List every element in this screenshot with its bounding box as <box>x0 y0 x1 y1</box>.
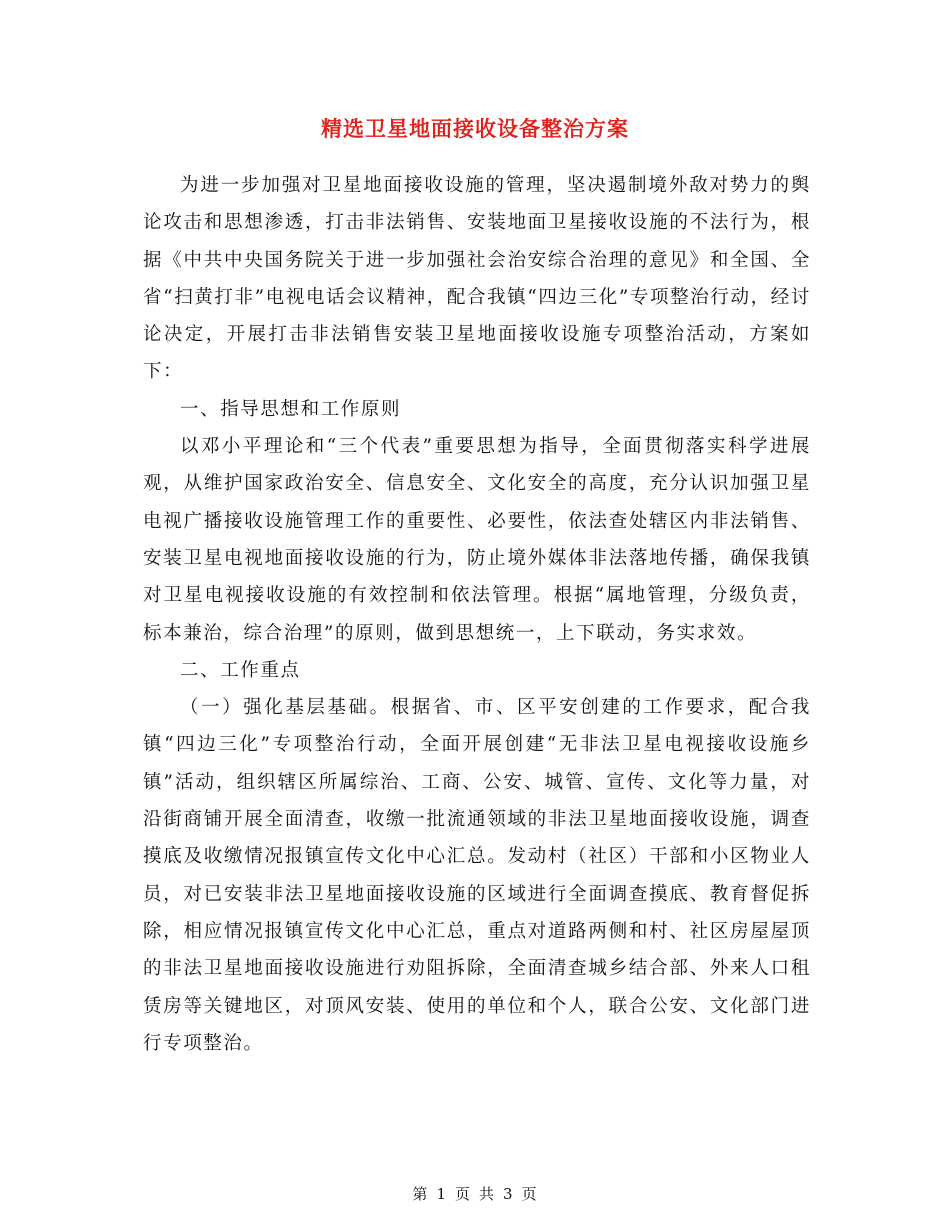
section-heading-guiding-principles: 一、指导思想和工作原则 <box>180 398 402 420</box>
section-heading-work-focus: 二、工作重点 <box>180 659 301 681</box>
footer-suffix: 页 <box>521 1185 538 1203</box>
footer-total-word: 共 <box>479 1185 496 1203</box>
document-body <box>143 167 811 1062</box>
footer-prefix: 第 <box>412 1185 429 1203</box>
footer-page-unit: 页 <box>454 1185 471 1203</box>
paragraph-guiding-principles: 以邓小平理论和“三个代表”重要思想为指导，全面贯彻落实科学进展观，从维护国家政治安全、信息安全、文化安全的高度，充分认识加强卫星电视广播接收设施管理工作的重要性、必要性，依法查处辖区内非法销售、安装卫星电视地面接收设施的行为，防止境外媒体非法落地传播，确保我镇对卫星电视接收设施的有效控制和依法管理。根据“属地管理，分级负责，标本兼治，综合治理”的原则，做到思想统一，上下联动，务实求效。 <box>143 436 811 644</box>
paragraph-intro: 为进一步加强对卫星地面接收设施的管理，坚决遏制境外敌对势力的舆论攻击和思想渗透，打击非法销售、安装地面卫星接收设施的不法行为，根据《中共中央国务院关于进一步加强社会治安综合治理的意见》和全国、全省“扫黄打非”电视电话会议精神，配合我镇“四边三化”专项整治行动，经讨论决定，开展打击非法销售安装卫星地面接收设施专项整治活动，方案如下： <box>143 175 811 383</box>
document-title: 精选卫星地面接收设备整治方案 <box>321 116 629 141</box>
footer-total-pages: 3 <box>503 1185 514 1203</box>
paragraph-strengthen-foundation: （一）强化基层基础。根据省、市、区平安创建的工作要求，配合我镇“四边三化”专项整治行动，全面开展创建“无非法卫星电视接收设施乡镇”活动，组织辖区所属综治、工商、公安、城管、宣传、文化等力量，对沿街商铺开展全面清查，收缴一批流通领域的非法卫星地面接收设施，调查摸底及收缴情况报镇宣传文化中心汇总。发动村（社区）干部和小区物业人员，对已安装非法卫星地面接收设施的区域进行全面调查摸底、教育督促拆除，相应情况报镇宣传文化中心汇总，重点对道路两侧和村、社区房屋屋顶的非法卫星地面接收设施进行劝阻拆除，全面清查城乡结合部、外来人口租赁房等关键地区，对顶风安装、使用的单位和个人，联合公安、文化部门进行专项整治。 <box>143 697 811 1054</box>
footer-current-page: 1 <box>436 1185 447 1203</box>
page-footer <box>0 1184 950 1204</box>
